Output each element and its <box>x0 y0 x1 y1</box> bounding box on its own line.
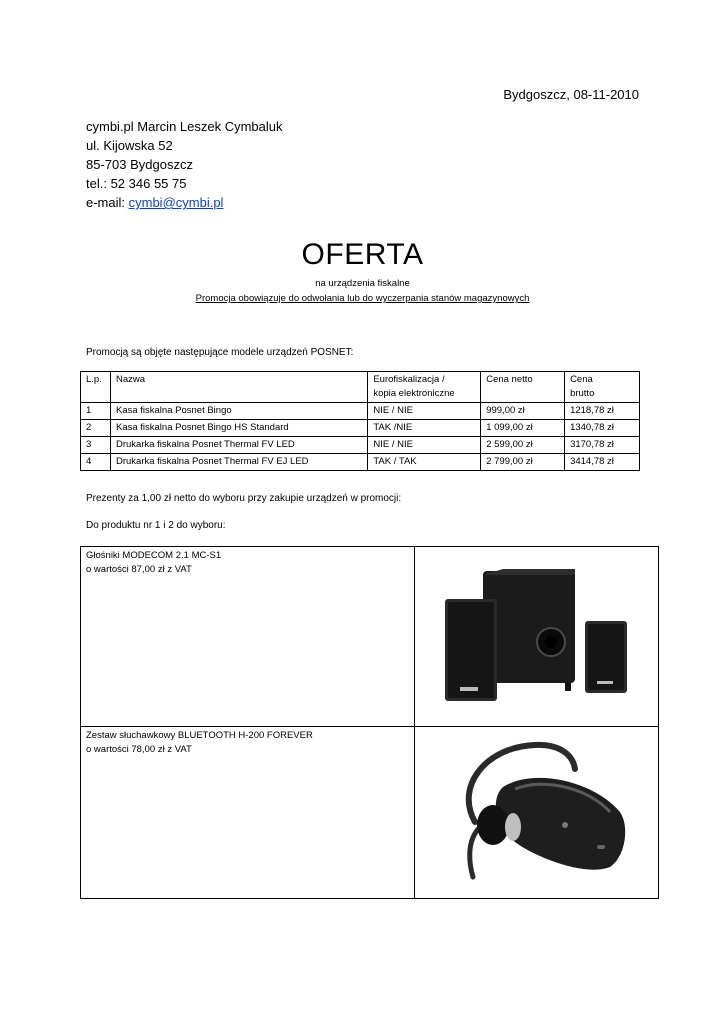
models-row <box>81 437 640 454</box>
email-link[interactable]: cymbi@cymbi.pl <box>128 195 224 210</box>
models-cell: 3170,78 zł <box>565 437 640 454</box>
models-cell: 3414,78 zł <box>565 454 640 471</box>
promo-note: Promocja obowiązuje do odwołania lub do wyczerpania stanów magazynowych <box>195 293 530 304</box>
models-cell: 1 099,00 zł <box>481 420 565 437</box>
models-row <box>81 420 640 437</box>
sender-street: ul. Kijowska 52 <box>86 138 173 153</box>
models-cell: 1340,78 zł <box>565 420 640 437</box>
models-cell: Kasa fiskalna Posnet Bingo HS Standard <box>110 420 367 437</box>
gift-name: Zestaw słuchawkowy BLUETOOTH H-200 FOREVER <box>86 730 313 741</box>
document-title: OFERTA <box>301 238 424 271</box>
sender-block <box>86 117 283 212</box>
gift-value: o wartości 78,00 zł z VAT <box>86 744 192 755</box>
models-header-cell: L.p. <box>81 372 111 403</box>
models-header-cell: Nazwa <box>110 372 367 403</box>
sender-email-line <box>86 193 283 212</box>
document-subtitle: na urządzenia fiskalne <box>315 278 410 289</box>
gift-description <box>81 727 415 899</box>
models-header-cell: Eurofiskalizacja / kopia elektroniczne <box>368 372 481 403</box>
models-cell: Drukarka fiskalna Posnet Thermal FV LED <box>110 437 367 454</box>
models-cell: Drukarka fiskalna Posnet Thermal FV EJ LED <box>110 454 367 471</box>
sender-phone: tel.: 52 346 55 75 <box>86 176 187 191</box>
gift-value: o wartości 87,00 zł z VAT <box>86 564 192 575</box>
models-cell: 3 <box>81 437 111 454</box>
models-cell: 1218,78 zł <box>565 403 640 420</box>
models-row <box>81 454 640 471</box>
models-cell: TAK /NIE <box>368 420 481 437</box>
models-header-row <box>81 372 640 403</box>
speakers-image <box>415 547 659 727</box>
gift-name: Głośniki MODECOM 2.1 MC-S1 <box>86 550 222 561</box>
gift-row <box>81 547 659 727</box>
bluetooth-headset-image <box>415 727 659 899</box>
models-cell: 1 <box>81 403 111 420</box>
models-cell: NIE / NIE <box>368 403 481 420</box>
models-cell: NIE / NIE <box>368 437 481 454</box>
models-cell: 4 <box>81 454 111 471</box>
sender-city: 85-703 Bydgoszcz <box>86 157 193 172</box>
email-prefix: e-mail: <box>86 195 129 210</box>
gift-row <box>81 727 659 899</box>
models-table <box>80 371 640 471</box>
models-row <box>81 403 640 420</box>
for-products-text: Do produktu nr 1 i 2 do wyboru: <box>86 520 226 531</box>
models-header-cell: Cena netto <box>481 372 565 403</box>
models-header-cell: Cena brutto <box>565 372 640 403</box>
document-date: Bydgoszcz, 08-11-2010 <box>503 87 639 102</box>
models-cell: TAK / TAK <box>368 454 481 471</box>
gift-products-table <box>80 546 659 899</box>
sender-company: cymbi.pl Marcin Leszek Cymbaluk <box>86 119 283 134</box>
models-cell: Kasa fiskalna Posnet Bingo <box>110 403 367 420</box>
models-cell: 999,00 zł <box>481 403 565 420</box>
intro-text: Promocją są objęte następujące modele urządzeń POSNET: <box>86 347 354 358</box>
gift-description <box>81 547 415 727</box>
models-cell: 2 <box>81 420 111 437</box>
gifts-text: Prezenty za 1,00 zł netto do wyboru przy zakupie urządzeń w promocji: <box>86 493 402 504</box>
models-cell: 2 599,00 zł <box>481 437 565 454</box>
models-cell: 2 799,00 zł <box>481 454 565 471</box>
